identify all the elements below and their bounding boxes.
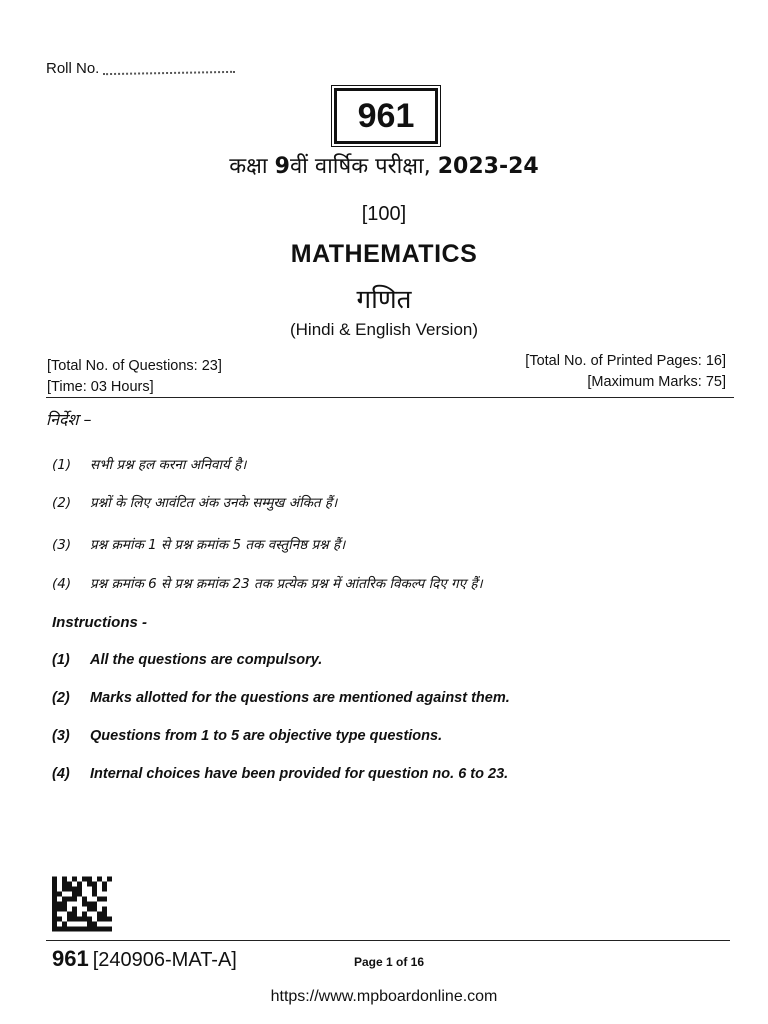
time-allowed: [Time: 03 Hours] — [47, 379, 154, 395]
roll-number-label — [46, 60, 235, 77]
printed-pages: [Total No. of Printed Pages: 16] — [525, 353, 726, 369]
source-url[interactable]: https://www.mpboardonline.com — [270, 988, 498, 1005]
footer-code-number: 961 — [52, 946, 89, 971]
class-middle: वीं वार्षिक परीक्षा, — [289, 154, 438, 179]
roll-number-scribble — [103, 63, 235, 75]
item-text: Questions from 1 to 5 are objective type questions. — [90, 728, 443, 744]
item-number: (2) — [52, 495, 72, 511]
subject-code: [100] — [361, 203, 407, 225]
subject-title-english: MATHEMATICS — [290, 240, 478, 268]
english-instructions-heading: Instructions - — [52, 614, 148, 631]
item-number: (4) — [52, 766, 70, 782]
total-questions: [Total No. of Questions: 23] — [47, 358, 222, 374]
item-text: Marks allotted for the questions are mentioned against them. — [90, 690, 510, 706]
item-number: (1) — [52, 652, 70, 668]
english-instruction-item — [52, 728, 442, 744]
hindi-instruction-item — [52, 574, 483, 592]
english-instruction-item — [52, 652, 322, 668]
hindi-instruction-item — [52, 493, 337, 511]
paper-code-box — [334, 88, 438, 144]
english-instruction-item — [52, 766, 508, 782]
exam-year: 2023-24 — [437, 154, 539, 179]
item-number: (2) — [52, 690, 70, 706]
hindi-instruction-item — [52, 535, 345, 553]
page-number: Page 1 of 16 — [354, 955, 425, 969]
item-number: (3) — [52, 728, 70, 744]
item-text: All the questions are compulsory. — [90, 652, 323, 668]
divider — [46, 397, 734, 398]
item-text: सभी प्रश्न हल करना अनिवार्य है। — [90, 457, 247, 473]
hindi-instruction-item — [52, 455, 246, 473]
exam-title — [0, 150, 768, 180]
paper-code: 961 — [357, 96, 415, 135]
qr-code-icon — [52, 876, 112, 932]
subject-title-hindi: गणित — [356, 285, 412, 315]
class-grade: 9 — [274, 154, 290, 179]
item-number: (3) — [52, 537, 72, 553]
english-instruction-item — [52, 690, 510, 706]
item-text: प्रश्न क्रमांक 1 से प्रश्न क्रमांक 5 तक वस्तुनिष्ठ प्रश्न हैं। — [90, 537, 346, 553]
hindi-instructions-heading: निर्देश – — [46, 410, 92, 429]
item-text: प्रश्नों के लिए आवंटित अंक उनके सम्मुख अंकित हैं। — [90, 495, 338, 511]
version-note: (Hindi & English Version) — [289, 320, 479, 339]
item-text: Internal choices have been provided for question no. 6 to 23. — [90, 766, 509, 782]
footer-code-detail: [240906-MAT-A] — [92, 949, 237, 971]
footer-paper-code — [52, 946, 237, 972]
footer-divider — [46, 940, 730, 941]
item-text: प्रश्न क्रमांक 6 से प्रश्न क्रमांक 23 तक प्रत्येक प्रश्न में आंतरिक विकल्प दिए गए हैं। — [90, 576, 483, 592]
item-number: (1) — [52, 457, 72, 473]
roll-label: Roll No. — [46, 60, 100, 77]
class-prefix: कक्षा — [229, 154, 275, 179]
maximum-marks: [Maximum Marks: 75] — [587, 374, 726, 390]
item-number: (4) — [52, 576, 72, 592]
